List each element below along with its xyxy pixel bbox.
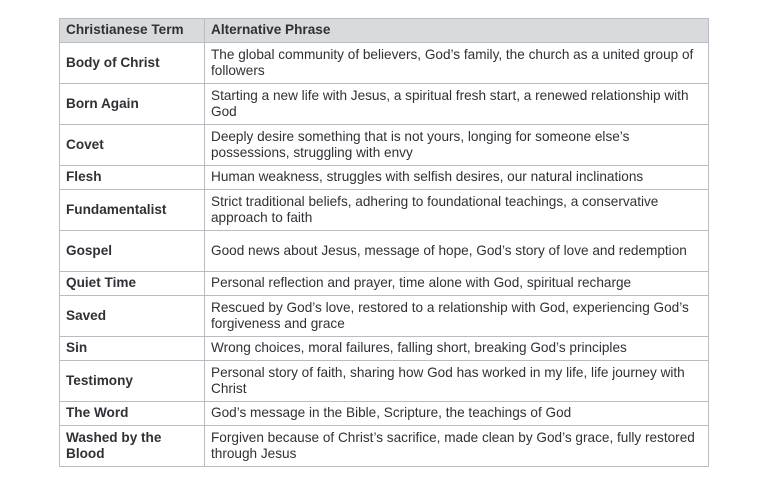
table-row	[60, 296, 709, 337]
table-row	[60, 402, 709, 426]
table-row	[60, 426, 709, 467]
phrase-cell: Forgiven because of Christ’s sacrifice, made clean by God’s grace, fully restored through Jesus	[205, 426, 709, 467]
term-cell: Covet	[60, 125, 205, 166]
table-row	[60, 272, 709, 296]
table-row	[60, 43, 709, 84]
phrase-cell: Good news about Jesus, message of hope, God’s story of love and redemption	[205, 231, 709, 272]
table-row	[60, 361, 709, 402]
header-term: Christianese Term	[60, 19, 205, 43]
phrase-cell: Personal story of faith, sharing how God has worked in my life, life journey with Christ	[205, 361, 709, 402]
term-cell: Sin	[60, 337, 205, 361]
term-cell: The Word	[60, 402, 205, 426]
table-header-row	[60, 19, 709, 43]
term-cell: Flesh	[60, 166, 205, 190]
table-row	[60, 337, 709, 361]
phrase-cell: Strict traditional beliefs, adhering to foundational teachings, a conservative approach to faith	[205, 190, 709, 231]
phrase-cell: Wrong choices, moral failures, falling short, breaking God’s principles	[205, 337, 709, 361]
table-row	[60, 166, 709, 190]
header-phrase: Alternative Phrase	[205, 19, 709, 43]
table-row	[60, 231, 709, 272]
phrase-cell: Deeply desire something that is not yours, longing for someone else’s possessions, struggling with envy	[205, 125, 709, 166]
term-cell: Fundamentalist	[60, 190, 205, 231]
term-cell: Body of Christ	[60, 43, 205, 84]
terms-table	[59, 18, 709, 467]
phrase-cell: Human weakness, struggles with selfish desires, our natural inclinations	[205, 166, 709, 190]
term-cell: Washed by the Blood	[60, 426, 205, 467]
table-row	[60, 125, 709, 166]
table-row	[60, 84, 709, 125]
phrase-cell: Personal reflection and prayer, time alone with God, spiritual recharge	[205, 272, 709, 296]
table-row	[60, 190, 709, 231]
term-cell: Gospel	[60, 231, 205, 272]
term-cell: Quiet Time	[60, 272, 205, 296]
phrase-cell: The global community of believers, God’s family, the church as a united group of followers	[205, 43, 709, 84]
term-cell: Born Again	[60, 84, 205, 125]
term-cell: Testimony	[60, 361, 205, 402]
phrase-cell: Starting a new life with Jesus, a spiritual fresh start, a renewed relationship with God	[205, 84, 709, 125]
phrase-cell: God’s message in the Bible, Scripture, the teachings of God	[205, 402, 709, 426]
phrase-cell: Rescued by God’s love, restored to a relationship with God, experiencing God’s forgiveness and grace	[205, 296, 709, 337]
term-cell: Saved	[60, 296, 205, 337]
